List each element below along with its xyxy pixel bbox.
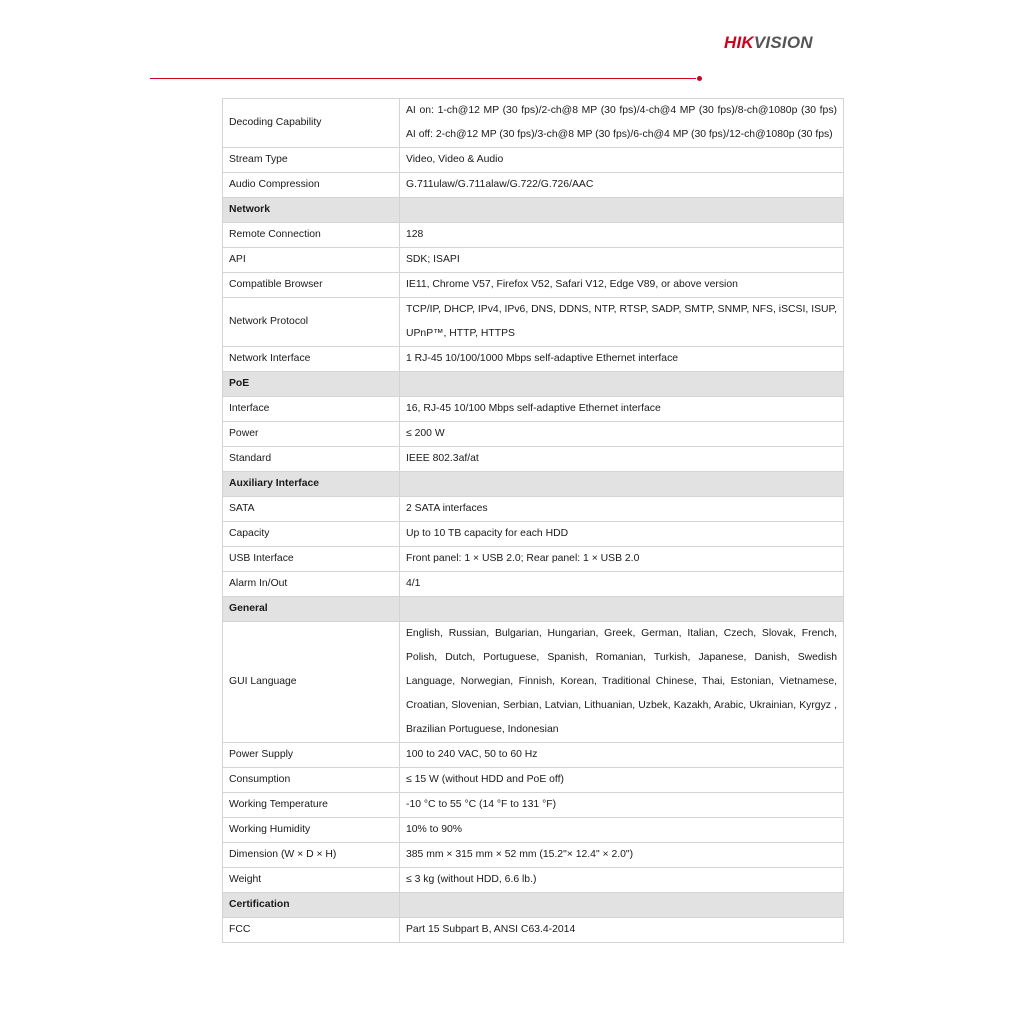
spec-label: Decoding Capability xyxy=(223,99,400,148)
section-heading: Certification xyxy=(223,893,400,918)
spec-value: 2 SATA interfaces xyxy=(400,497,844,522)
spec-label: Working Humidity xyxy=(223,818,400,843)
section-poe xyxy=(223,372,844,397)
spec-label: Weight xyxy=(223,868,400,893)
section-heading-filler xyxy=(400,597,844,622)
spec-label: Dimension (W × D × H) xyxy=(223,843,400,868)
spec-row-compatible-browser xyxy=(223,273,844,298)
spec-label: Compatible Browser xyxy=(223,273,400,298)
spec-label: Alarm In/Out xyxy=(223,572,400,597)
logo-part-vision: VISION xyxy=(753,33,813,52)
spec-value: 4/1 xyxy=(400,572,844,597)
spec-row-gui-language xyxy=(223,622,844,743)
spec-table xyxy=(222,98,844,943)
section-certification xyxy=(223,893,844,918)
spec-value: TCP/IP, DHCP, IPv4, IPv6, DNS, DDNS, NTP, RTSP, SADP, SMTP, SNMP, NFS, iSCSI, ISUP, UPnP™, HTTP, HTTPS xyxy=(400,298,844,347)
spec-label: Standard xyxy=(223,447,400,472)
spec-row-decoding-capability xyxy=(223,99,844,148)
spec-label: Network Interface xyxy=(223,347,400,372)
spec-value: 10% to 90% xyxy=(400,818,844,843)
section-heading-filler xyxy=(400,893,844,918)
spec-row-fcc xyxy=(223,918,844,943)
spec-row-power-supply xyxy=(223,743,844,768)
section-heading: Auxiliary Interface xyxy=(223,472,400,497)
spec-row-network-interface xyxy=(223,347,844,372)
spec-label: Audio Compression xyxy=(223,173,400,198)
spec-label: FCC xyxy=(223,918,400,943)
header-divider-line xyxy=(150,78,696,79)
spec-label: Power xyxy=(223,422,400,447)
spec-label: USB Interface xyxy=(223,547,400,572)
spec-label: Working Temperature xyxy=(223,793,400,818)
header-divider-dot xyxy=(697,76,702,81)
spec-value: G.711ulaw/G.711alaw/G.722/G.726/AAC xyxy=(400,173,844,198)
spec-label: Network Protocol xyxy=(223,298,400,347)
spec-label: Power Supply xyxy=(223,743,400,768)
spec-label: Capacity xyxy=(223,522,400,547)
spec-row-working-humidity xyxy=(223,818,844,843)
spec-row-network-protocol xyxy=(223,298,844,347)
spec-value: AI on: 1-ch@12 MP (30 fps)/2-ch@8 MP (30 fps)/4-ch@4 MP (30 fps)/8-ch@1080p (30 fps) AI off: 2-ch@12 MP (30 fps)/3-ch@8 MP (30 fps)/6-ch@4 MP (30 fps)/12-ch@1080p (30 fps) xyxy=(400,99,844,148)
spec-row-api xyxy=(223,248,844,273)
spec-label: SATA xyxy=(223,497,400,522)
spec-label: Consumption xyxy=(223,768,400,793)
spec-row-power xyxy=(223,422,844,447)
spec-row-working-temperature xyxy=(223,793,844,818)
section-heading-filler xyxy=(400,198,844,223)
section-general xyxy=(223,597,844,622)
section-auxiliary-interface xyxy=(223,472,844,497)
spec-row-sata xyxy=(223,497,844,522)
spec-value: 100 to 240 VAC, 50 to 60 Hz xyxy=(400,743,844,768)
spec-value: 16, RJ-45 10/100 Mbps self-adaptive Ethernet interface xyxy=(400,397,844,422)
spec-label: Interface xyxy=(223,397,400,422)
spec-row-standard xyxy=(223,447,844,472)
spec-label: Remote Connection xyxy=(223,223,400,248)
spec-row-consumption xyxy=(223,768,844,793)
spec-value: ≤ 3 kg (without HDD, 6.6 lb.) xyxy=(400,868,844,893)
section-heading: General xyxy=(223,597,400,622)
spec-value: ≤ 200 W xyxy=(400,422,844,447)
spec-row-remote-connection xyxy=(223,223,844,248)
spec-label: API xyxy=(223,248,400,273)
spec-row-weight xyxy=(223,868,844,893)
spec-value: SDK; ISAPI xyxy=(400,248,844,273)
section-network xyxy=(223,198,844,223)
spec-value: 385 mm × 315 mm × 52 mm (15.2"× 12.4" × 2.0") xyxy=(400,843,844,868)
spec-value: IEEE 802.3af/at xyxy=(400,447,844,472)
spec-value: Part 15 Subpart B, ANSI C63.4-2014 xyxy=(400,918,844,943)
spec-value: Video, Video & Audio xyxy=(400,148,844,173)
spec-value: -10 °C to 55 °C (14 °F to 131 °F) xyxy=(400,793,844,818)
spec-value: English, Russian, Bulgarian, Hungarian, Greek, German, Italian, Czech, Slovak, French, Polish, Dutch, Portuguese, Spanish, Romanian, Turkish, Japanese, Danish, Swedish Language, Norwegian, Finnish, Korean, Traditional Chinese, Thai, Estonian, Vietnamese, Croatian, Slovenian, Serbian, Latvian, Lithuanian, Uzbek, Kazakh, Arabic, Ukrainian, Kyrgyz , Brazilian Portuguese, Indonesian xyxy=(400,622,844,743)
spec-row-alarm-in-out xyxy=(223,572,844,597)
spec-label: Stream Type xyxy=(223,148,400,173)
hikvision-logo xyxy=(724,33,813,53)
spec-label: GUI Language xyxy=(223,622,400,743)
spec-value: Up to 10 TB capacity for each HDD xyxy=(400,522,844,547)
spec-row-usb-interface xyxy=(223,547,844,572)
spec-value: IE11, Chrome V57, Firefox V52, Safari V12, Edge V89, or above version xyxy=(400,273,844,298)
logo-part-hik: HIK xyxy=(724,33,754,52)
section-heading-filler xyxy=(400,472,844,497)
section-heading-filler xyxy=(400,372,844,397)
spec-value: Front panel: 1 × USB 2.0; Rear panel: 1 × USB 2.0 xyxy=(400,547,844,572)
spec-value: ≤ 15 W (without HDD and PoE off) xyxy=(400,768,844,793)
spec-value: 128 xyxy=(400,223,844,248)
spec-row-capacity xyxy=(223,522,844,547)
spec-row-stream-type xyxy=(223,148,844,173)
section-heading: PoE xyxy=(223,372,400,397)
section-heading: Network xyxy=(223,198,400,223)
spec-row-interface xyxy=(223,397,844,422)
spec-value: 1 RJ-45 10/100/1000 Mbps self-adaptive Ethernet interface xyxy=(400,347,844,372)
spec-row-audio-compression xyxy=(223,173,844,198)
spec-row-dimension xyxy=(223,843,844,868)
